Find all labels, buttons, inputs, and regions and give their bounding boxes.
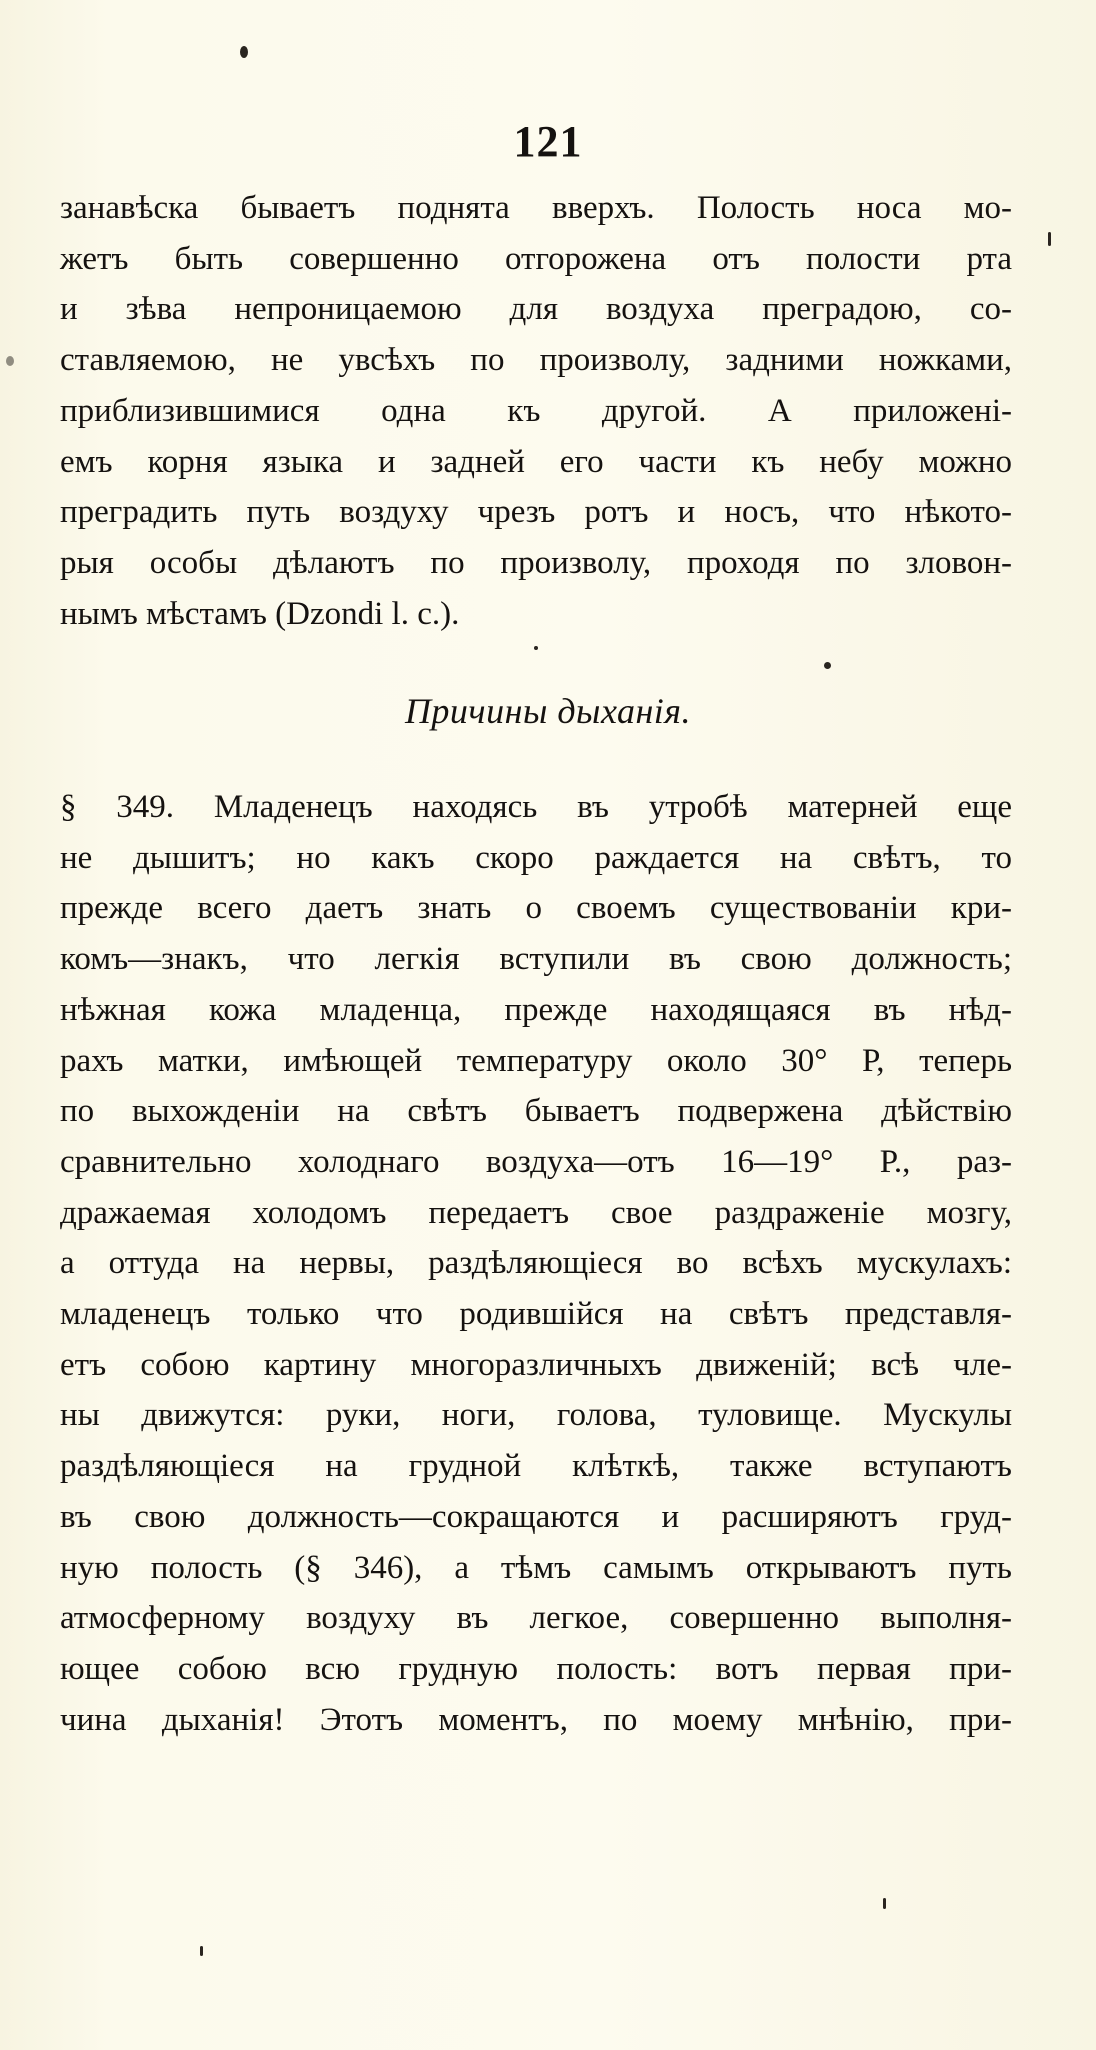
ink-speck — [1048, 232, 1051, 246]
text-line: приблизившимися одна къ другой. А приложені- — [60, 392, 1012, 429]
ink-speck — [534, 646, 538, 650]
ink-speck — [824, 662, 831, 669]
text-line: жетъ быть совершенно отгорожена отъ полости рта — [60, 240, 1012, 277]
text-line: а оттуда на нервы, раздѣляющіеся во всѣхъ мускулахъ: — [60, 1245, 1012, 1282]
text-line: и зѣва непроницаемою для воздуха преградою, со- — [60, 291, 1012, 328]
text-line: етъ собою картину многоразличныхъ движеній; всѣ чле- — [60, 1346, 1012, 1383]
text-line: по выхожденіи на свѣтъ бываетъ подвержена дѣйствію — [60, 1093, 1012, 1130]
text-line: ставляемою, не увсѣхъ по произволу, задними ножками, — [60, 342, 1012, 379]
ink-speck — [883, 1898, 886, 1909]
page-number: 121 — [513, 117, 583, 166]
text-line: рахъ матки, имѣющей температуру около 30° Р, теперь — [60, 1042, 1012, 1079]
text-line: преградить путь воздуху чрезъ ротъ и носъ, что нѣкото- — [60, 494, 1012, 531]
text-line: въ свою должность—сокращаются и расширяютъ груд- — [60, 1498, 1012, 1535]
text-line: нымъ мѣстамъ (Dzondi l. c.). — [60, 595, 460, 632]
paragraph-1 — [60, 183, 1012, 639]
text-line: прежде всего даетъ знать о своемъ существованіи кри- — [60, 890, 1012, 927]
ink-speck — [240, 46, 248, 58]
text-line: раздѣляющіеся на грудной клѣткѣ, также вступаютъ — [60, 1448, 1012, 1485]
text-line: комъ—знакъ, что легкія вступили въ свою должность; — [60, 941, 1012, 978]
ink-speck — [200, 1946, 203, 1956]
text-line: емъ корня языка и задней его части къ небу можно — [60, 443, 1012, 480]
text-line: чина дыханія! Этотъ моментъ, по моему мнѣнію, при- — [60, 1701, 1012, 1738]
text-line: ны движутся: руки, ноги, голова, туловище. Мускулы — [60, 1397, 1012, 1434]
text-line: младенецъ только что родившійся на свѣтъ представля- — [60, 1296, 1012, 1333]
ink-speck — [6, 356, 14, 366]
text-line: нѣжная кожа младенца, прежде находящаяся въ нѣд- — [60, 991, 1012, 1028]
text-line: § 349. Младенецъ находясь въ утробѣ матерней еще — [60, 789, 1012, 825]
text-line: рыя особы дѣлаютъ по произволу, проходя по зловон- — [60, 544, 1012, 581]
paragraph-2 — [60, 782, 1012, 1745]
text-line: не дышитъ; но какъ скоро раждается на свѣтъ, то — [60, 839, 1012, 876]
text-line: ную полость (§ 346), а тѣмъ самымъ открываютъ путь — [60, 1549, 1012, 1586]
section-heading: Причины дыханія. — [404, 691, 692, 731]
text-line: ющее собою всю грудную полость: вотъ первая при- — [60, 1650, 1012, 1687]
text-line: сравнительно холоднаго воздуха—отъ 16—19° Р., раз- — [60, 1143, 1012, 1180]
text-line: дражаемая холодомъ передаетъ свое раздраженіе мозгу, — [60, 1194, 1012, 1231]
text-line: занавѣска бываетъ поднята вверхъ. Полость носа мо- — [60, 190, 1012, 226]
text-line: атмосферному воздуху въ легкое, совершенно выполня- — [60, 1600, 1012, 1637]
